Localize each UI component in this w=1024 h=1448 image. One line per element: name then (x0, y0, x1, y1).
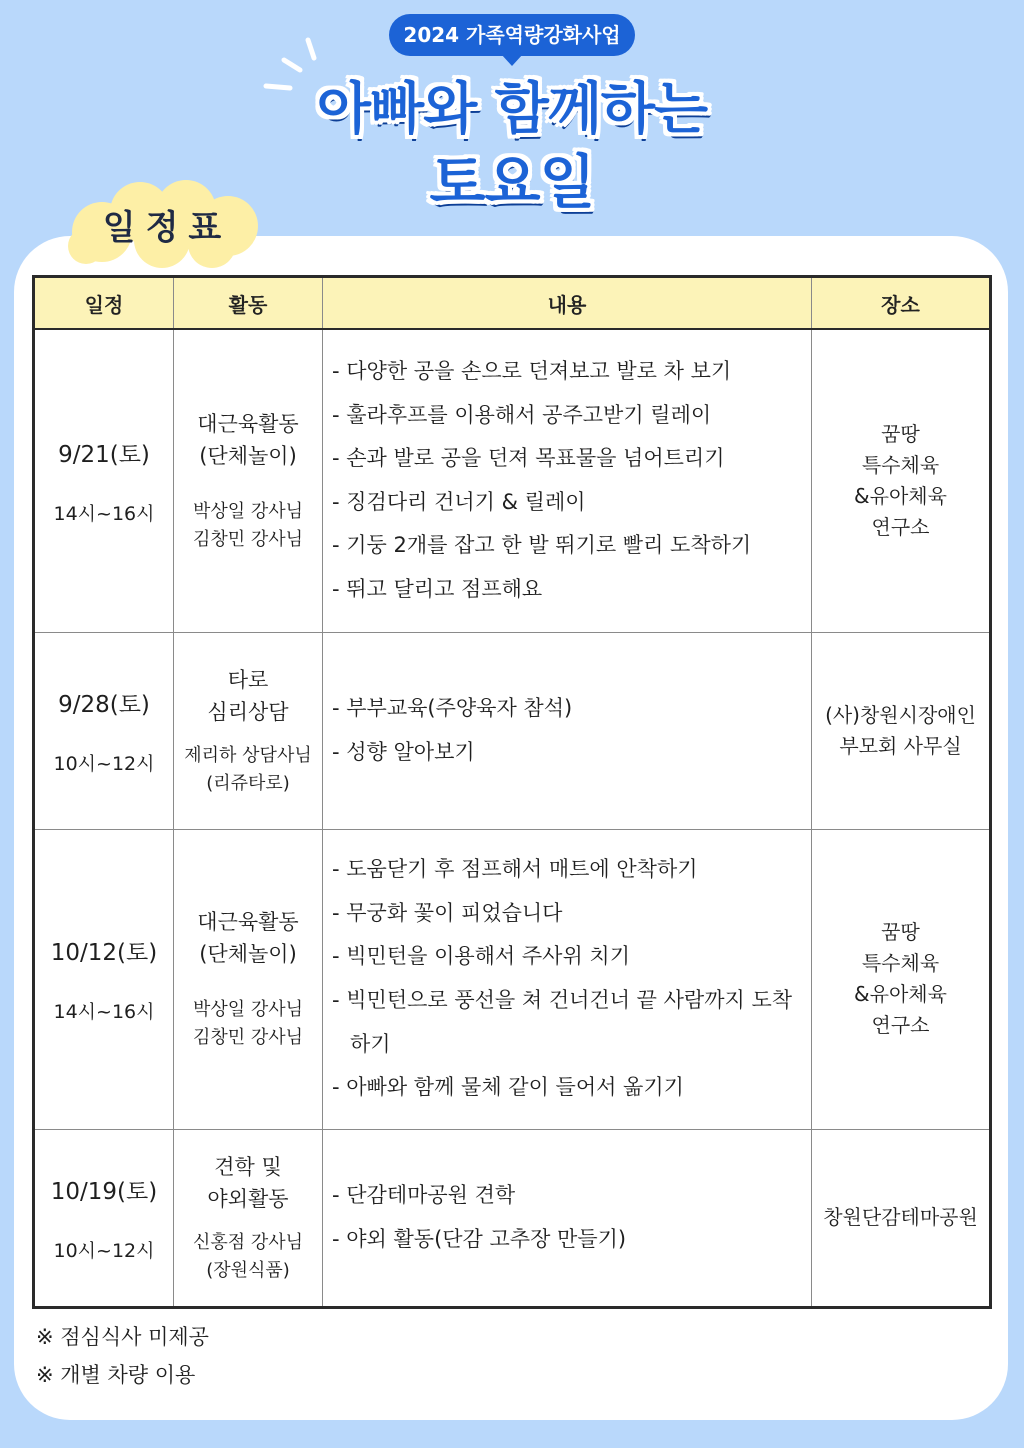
table-row (34, 632, 991, 829)
date: 10/19(토) (50, 1178, 158, 1205)
table-row (34, 329, 991, 632)
place-cell (812, 829, 991, 1129)
date: 9/28(토) (58, 691, 150, 718)
badge-pointer (501, 54, 523, 66)
place: 꿈땅 특수체육 &유아체육 연구소 (854, 920, 947, 1037)
activity-cell (174, 632, 323, 829)
time: 14시~16시 (53, 502, 155, 525)
list-item: - 성향 알아보기 (332, 739, 475, 764)
place: 꿈땅 특수체육 &유아체육 연구소 (854, 421, 947, 539)
activity-title: 대근육활동 (단체놀이) (197, 411, 299, 468)
table-header-row (34, 277, 991, 330)
page-title-line-2: 토요일 (429, 148, 595, 216)
content-cell (323, 1129, 812, 1307)
list-item: - 빅민턴으로 풍선을 쳐 건너건너 끝 사람까지 도착하기 (332, 988, 793, 1056)
place-cell (812, 329, 991, 632)
list-item: - 도움닫기 후 점프해서 매트에 안착하기 (332, 857, 698, 882)
activity-title: 타로 심리상담 (207, 667, 289, 724)
date-cell (34, 829, 174, 1129)
place-cell (812, 1129, 991, 1307)
table-row (34, 829, 991, 1129)
column-header-content: 내용 (323, 277, 812, 330)
instructors: 신홍점 강사님 (장원식품) (192, 1231, 304, 1281)
list-item: - 손과 발로 공을 던져 목표물을 넘어트리기 (332, 446, 725, 471)
list-item: - 부부교육(주양육자 참석) (332, 695, 573, 720)
time: 14시~16시 (53, 1001, 155, 1023)
date: 10/12(토) (50, 940, 158, 966)
note-item: ※ 개별 차량 이용 (36, 1363, 196, 1387)
instructors: 박상일 강사님 김창민 강사님 (192, 999, 304, 1048)
list-item: - 징검다리 건너기 & 릴레이 (332, 489, 586, 514)
activity-title: 견학 및 야외활동 (207, 1154, 289, 1211)
column-header-activity: 활동 (174, 277, 323, 330)
list-item: - 뛰고 달리고 점프해요 (332, 576, 543, 601)
instructors: 박상일 강사님 김창민 강사님 (192, 500, 304, 550)
schedule-table (32, 275, 992, 1309)
activity-title: 대근육활동 (단체놀이) (197, 910, 299, 966)
section-label: 일정표 (102, 208, 232, 248)
date-cell (34, 1129, 174, 1307)
content-cell (323, 829, 812, 1129)
activity-cell (174, 829, 323, 1129)
date-cell (34, 329, 174, 632)
list-item: - 아빠와 함께 물체 같이 들어서 옮기기 (332, 1075, 684, 1100)
content-cell (323, 329, 812, 632)
section-label-cloud (62, 178, 272, 270)
list-item: - 단감테마공원 견학 (332, 1182, 516, 1207)
content-cell (323, 632, 812, 829)
activity-cell (174, 329, 323, 632)
time: 10시~12시 (53, 752, 155, 775)
list-item: - 야외 활동(단감 고추장 만들기) (332, 1226, 627, 1251)
column-header-place: 장소 (812, 277, 991, 330)
place: (사)창원시장애인 부모회 사무실 (825, 702, 976, 758)
list-item: - 다양한 공을 손으로 던져보고 발로 차 보기 (332, 358, 732, 383)
list-item: - 기둥 2개를 잡고 한 발 뛰기로 빨리 도착하기 (332, 533, 752, 558)
page-title-line-1: 아빠와 함께하는 (316, 77, 708, 142)
program-badge: 2024 가족역량강화사업 (389, 14, 635, 56)
place-cell (812, 632, 991, 829)
time: 10시~12시 (53, 1239, 155, 1262)
note-item: ※ 점심식사 미제공 (36, 1325, 209, 1349)
table-row (34, 1129, 991, 1307)
notes (36, 1318, 209, 1394)
column-header-date: 일정 (34, 277, 174, 330)
activity-cell (174, 1129, 323, 1307)
list-item: - 빅민턴을 이용해서 주사위 치기 (332, 944, 630, 969)
instructors: 제리하 상담사님 (리쥬타로) (184, 744, 312, 794)
date-cell (34, 632, 174, 829)
list-item: - 훌라후프를 이용해서 공주고받기 릴레이 (332, 402, 712, 427)
date: 9/21(토) (58, 441, 150, 468)
place: 창원단감테마공원 (823, 1205, 978, 1229)
list-item: - 무궁화 꽃이 피었습니다 (332, 900, 563, 925)
